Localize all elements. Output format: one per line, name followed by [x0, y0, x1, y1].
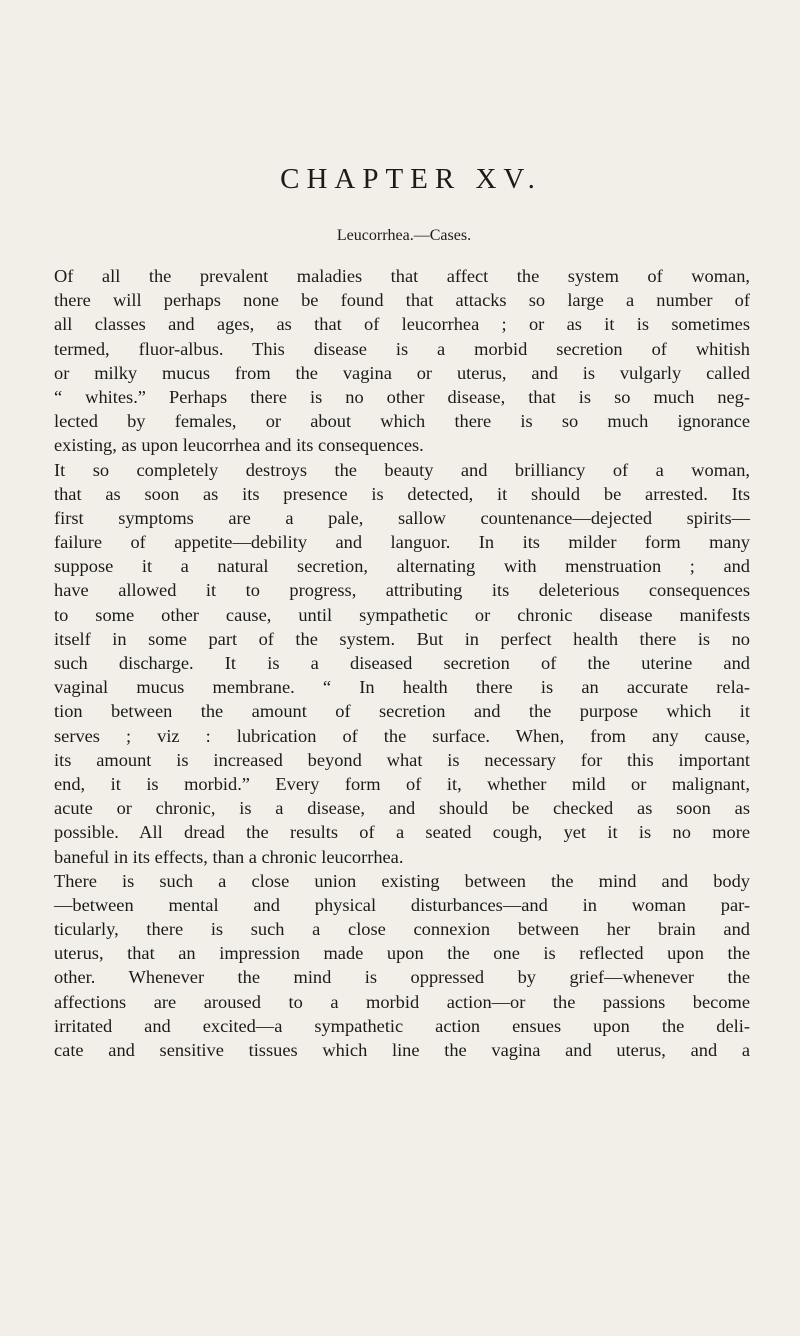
text-line: There is such a close union existing between the mind and body — [54, 870, 750, 891]
text-line: end, it is morbid.” Every form of it, whether mild or malignant, — [54, 773, 750, 794]
text-line: acute or chronic, is a disease, and should be checked as soon as — [54, 798, 750, 819]
text-line: its amount is increased beyond what is necessary for this important — [54, 749, 750, 770]
text-line: or milky mucus from the vagina or uterus, and is vulgarly called — [54, 362, 750, 383]
text-line: failure of appetite—debility and languor. In its milder form many — [54, 532, 750, 553]
text-line: lected by females, or about which there is so much ignorance — [54, 411, 750, 432]
body-text — [54, 264, 750, 1062]
text-line: vaginal mucus membrane. “ In health there is an accurate rela- — [54, 677, 750, 698]
text-line: there will perhaps none be found that attacks so large a number of — [54, 290, 750, 311]
text-line: “ whites.” Perhaps there is no other disease, that is so much neg- — [54, 386, 750, 407]
chapter-heading: CHAPTER XV. — [280, 163, 542, 195]
text-line: termed, fluor-albus. This disease is a morbid secretion of whitish — [54, 338, 750, 359]
text-line: ticularly, there is such a close connexion between her brain and — [54, 919, 750, 940]
text-line: It so completely destroys the beauty and brilliancy of a woman, — [54, 459, 750, 480]
chapter-subtitle: Leucorrhea.—Cases. — [336, 227, 472, 244]
text-line: affections are aroused to a morbid action—or the passions become — [54, 991, 750, 1012]
text-line: cate and sensitive tissues which line the vagina and uterus, and a — [54, 1040, 750, 1060]
text-line: first symptoms are a pale, sallow countenance—dejected spirits— — [54, 507, 750, 528]
text-line: all classes and ages, as that of leucorrhea ; or as it is sometimes — [54, 314, 750, 335]
text-line: tion between the amount of secretion and the purpose which it — [54, 701, 750, 722]
text-line: suppose it a natural secretion, alternating with menstruation ; and — [54, 556, 750, 577]
text-line: Of all the prevalent maladies that affect the system of woman, — [54, 266, 750, 286]
text-line: existing, as upon leucorrhea and its consequences. — [54, 435, 424, 456]
text-line: to some other cause, until sympathetic or chronic disease manifests — [54, 604, 750, 625]
text-line: that as soon as its presence is detected, it should be arrested. Its — [54, 483, 750, 504]
text-line: possible. All dread the results of a seated cough, yet it is no more — [54, 822, 750, 843]
text-line: have allowed it to progress, attributing its deleterious consequences — [54, 580, 750, 601]
text-line: uterus, that an impression made upon the one is reflected upon the — [54, 943, 750, 964]
text-line: irritated and excited—a sympathetic action ensues upon the deli- — [54, 1015, 750, 1036]
text-line: itself in some part of the system. But in perfect health there is no — [54, 628, 750, 649]
text-line: serves ; viz : lubrication of the surface. When, from any cause, — [54, 725, 750, 746]
text-line: baneful in its effects, than a chronic leucorrhea. — [54, 846, 404, 867]
text-line: other. Whenever the mind is oppressed by grief—whenever the — [54, 967, 750, 988]
text-line: —between mental and physical disturbances—and in woman par- — [54, 894, 750, 915]
text-line: such discharge. It is a diseased secretion of the uterine and — [54, 653, 750, 673]
